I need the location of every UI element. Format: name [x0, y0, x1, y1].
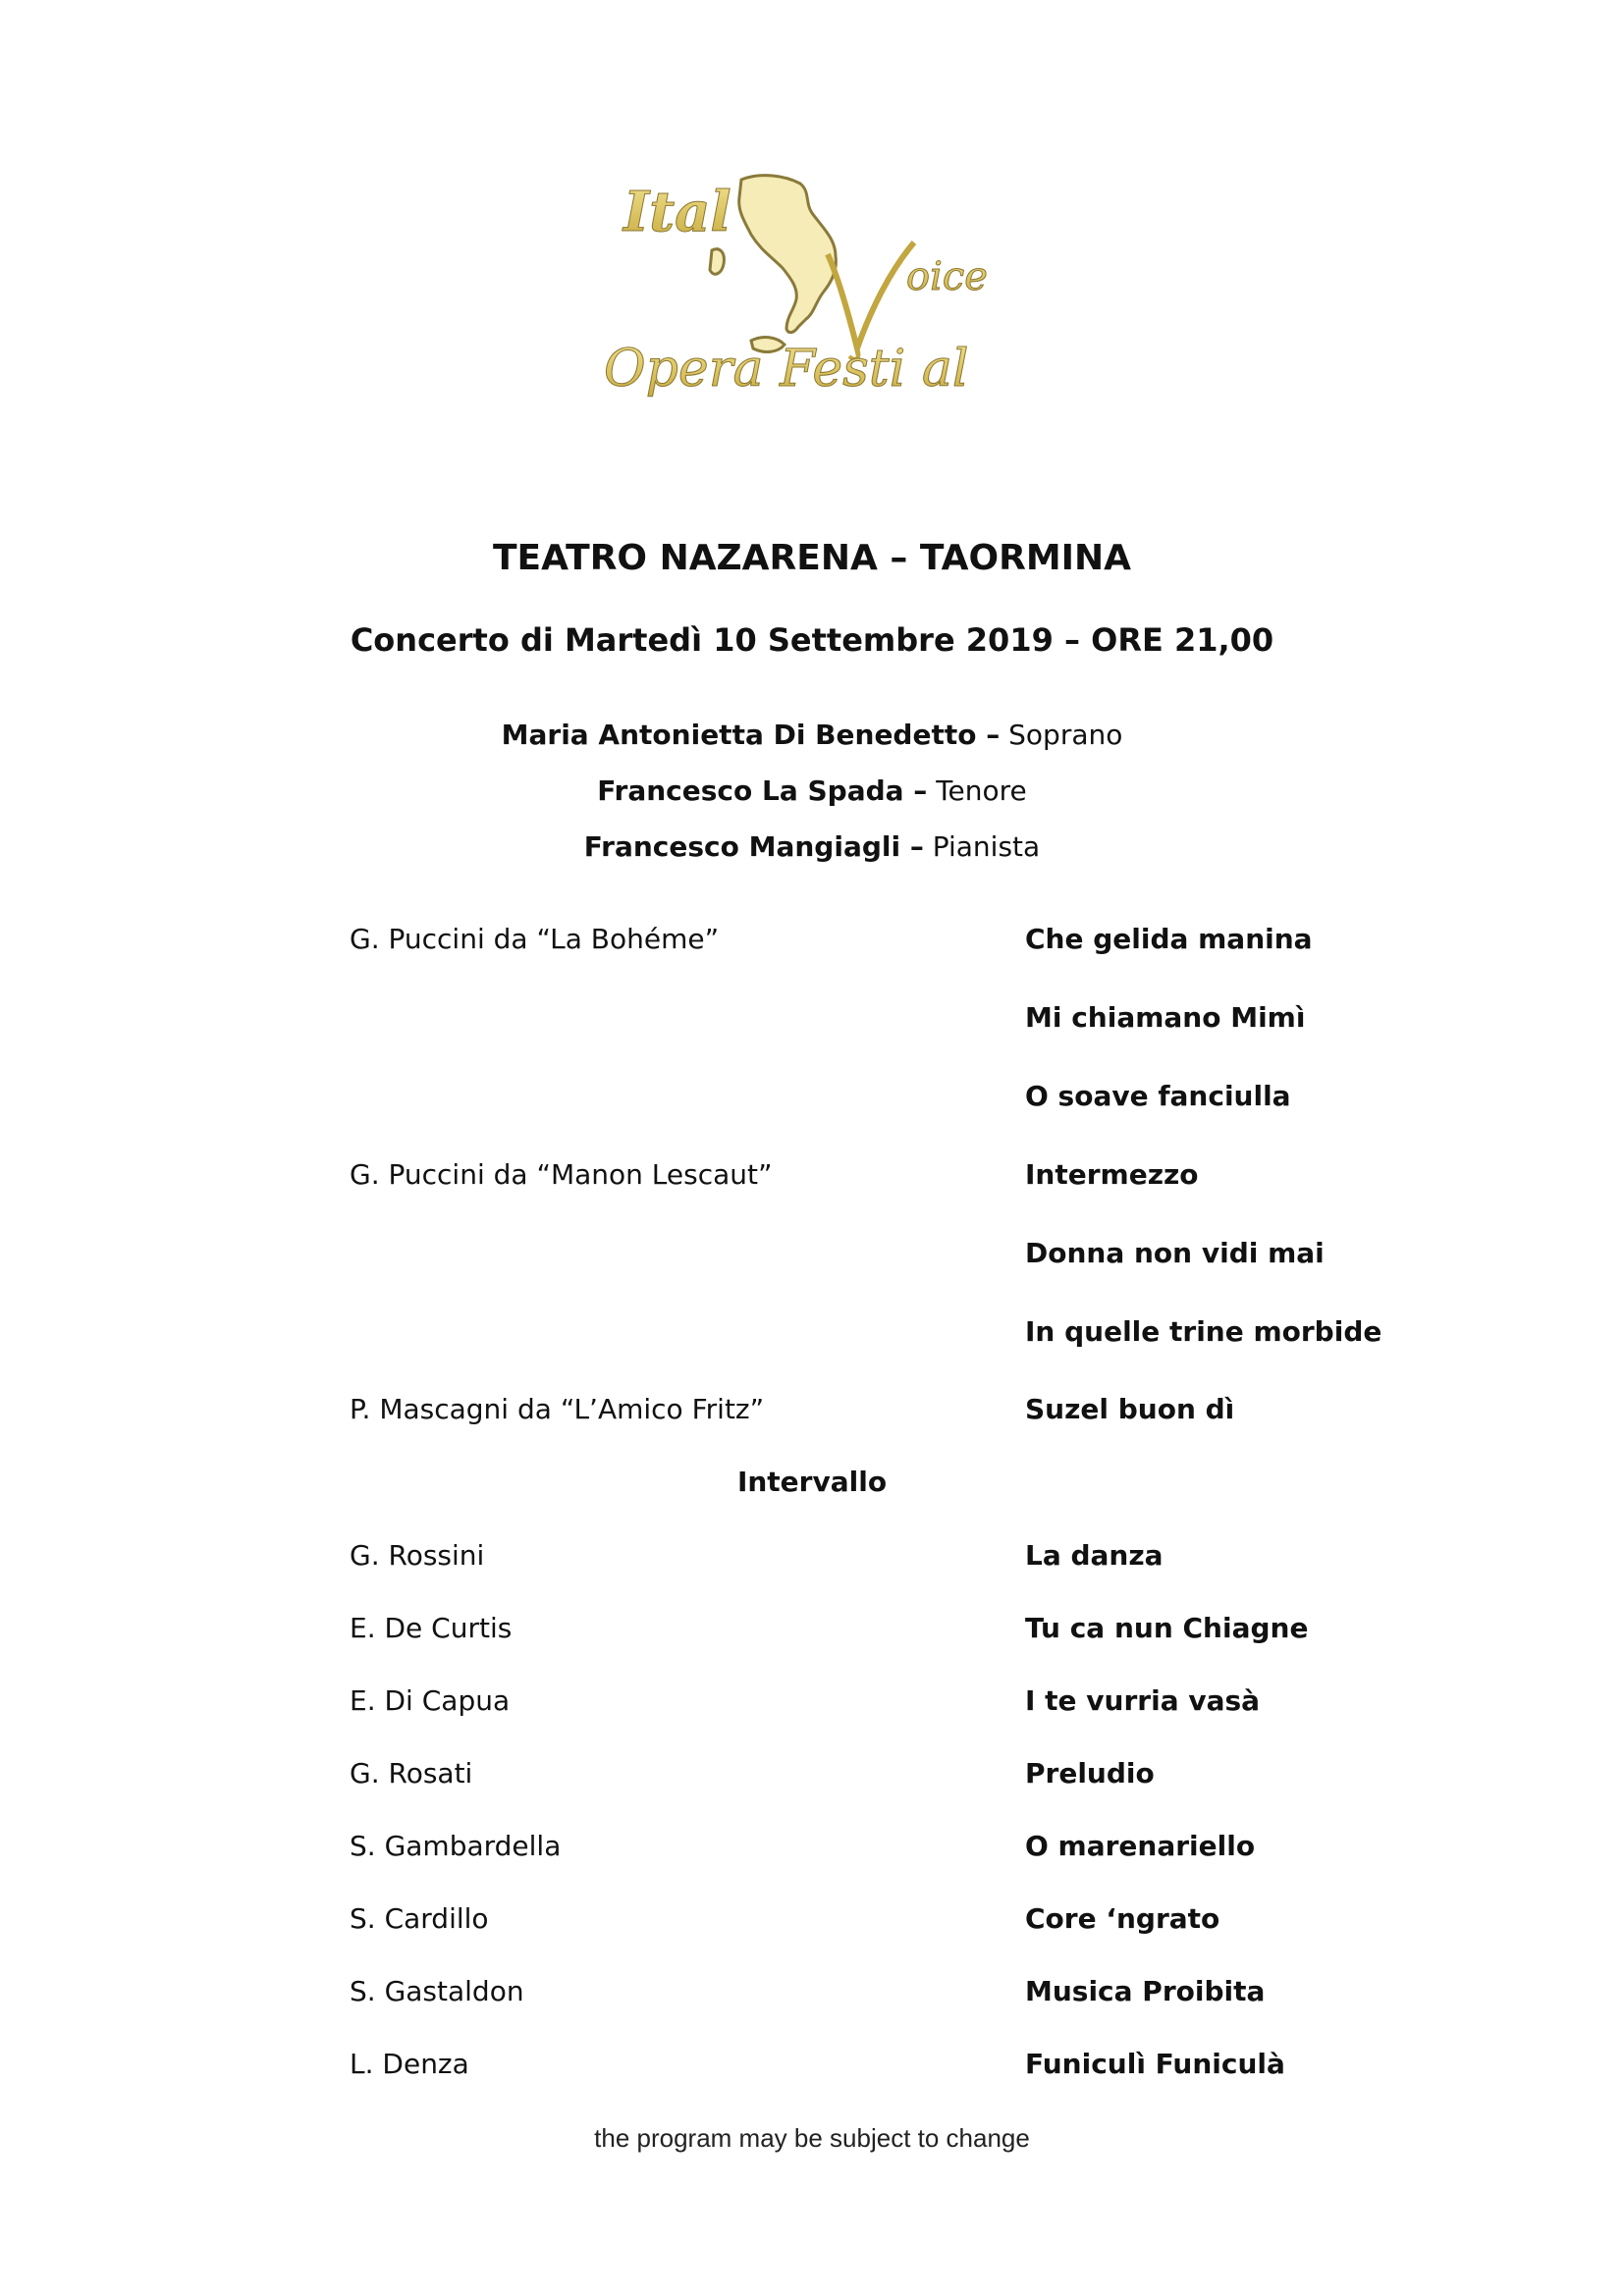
program-row — [0, 1902, 1624, 1942]
piece-title: Che gelida manina — [1025, 923, 1313, 955]
performer-soprano — [0, 719, 1624, 751]
piece-title: Core ‘ngrato — [1025, 1902, 1220, 1935]
program-row — [0, 1080, 1624, 1119]
composer: S. Gambardella — [350, 1830, 562, 1862]
performer-pianista — [0, 830, 1624, 863]
performer-name: Francesco Mangiagli – — [583, 830, 924, 863]
composer: P. Mascagni da “L’Amico Fritz” — [350, 1393, 765, 1425]
piece-title: Intermezzo — [1025, 1158, 1199, 1191]
performer-role: Tenore — [927, 774, 1027, 807]
composer: E. De Curtis — [350, 1612, 513, 1644]
composer: L. Denza — [350, 2048, 469, 2080]
piece-title: Donna non vidi mai — [1025, 1237, 1325, 1269]
piece-title: Musica Proibita — [1025, 1975, 1266, 2007]
program-row — [0, 1237, 1624, 1276]
piece-title: I te vurria vasà — [1025, 1684, 1261, 1717]
piece-title: O soave fanciulla — [1025, 1080, 1291, 1112]
interval-label: Intervallo — [736, 1466, 888, 1498]
program-row — [0, 1001, 1624, 1041]
logo-text-voice: oice — [906, 254, 988, 299]
composer: S. Cardillo — [350, 1902, 489, 1935]
performer-tenore — [0, 774, 1624, 807]
composer: G. Rossini — [350, 1539, 485, 1572]
performer-name: Maria Antonietta Di Benedetto – — [501, 719, 1001, 751]
performer-role: Pianista — [923, 830, 1041, 863]
page-title: TEATRO NAZARENA – TAORMINA — [492, 538, 1132, 578]
logo-text-ital: Ital — [623, 180, 731, 244]
piece-title: Tu ca nun Chiagne — [1025, 1612, 1309, 1644]
logo-v-stroke — [828, 242, 914, 348]
program-row — [0, 1612, 1624, 1651]
footer-note: the program may be subject to change — [594, 2123, 1030, 2153]
piece-title: Mi chiamano Mimì — [1025, 1001, 1306, 1034]
piece-title: La danza — [1025, 1539, 1164, 1572]
program-row — [0, 1684, 1624, 1724]
sardinia-icon — [710, 249, 724, 274]
piece-title: Funiculì Funiculà — [1025, 2048, 1285, 2080]
program-row — [0, 1830, 1624, 1869]
performer-role: Soprano — [1000, 719, 1123, 751]
composer: G. Rosati — [350, 1757, 473, 1789]
program-row — [0, 1158, 1624, 1198]
program-row — [0, 1539, 1624, 1578]
program-row — [0, 1757, 1624, 1796]
logo-text-opera-festival: Opera Festi al — [604, 340, 969, 398]
concert-subtitle: Concerto di Martedì 10 Settembre 2019 – ORE 21,00 — [350, 621, 1274, 659]
composer: G. Puccini da “La Bohéme” — [350, 923, 720, 955]
composer: S. Gastaldon — [350, 1975, 524, 2007]
piece-title: Preludio — [1025, 1757, 1155, 1789]
performer-name: Francesco La Spada – — [597, 774, 928, 807]
italy-map-icon — [739, 176, 837, 333]
composer: G. Puccini da “Manon Lescaut” — [350, 1158, 773, 1191]
program-row — [0, 923, 1624, 962]
composer: E. Di Capua — [350, 1684, 511, 1717]
festival-logo — [604, 162, 1036, 398]
program-row — [0, 1393, 1624, 1432]
program-row — [0, 2048, 1624, 2087]
piece-title: O marenariello — [1025, 1830, 1256, 1862]
piece-title: Suzel buon dì — [1025, 1393, 1235, 1425]
program-row — [0, 1315, 1624, 1355]
program-row — [0, 1975, 1624, 2014]
piece-title: In quelle trine morbide — [1025, 1315, 1382, 1348]
